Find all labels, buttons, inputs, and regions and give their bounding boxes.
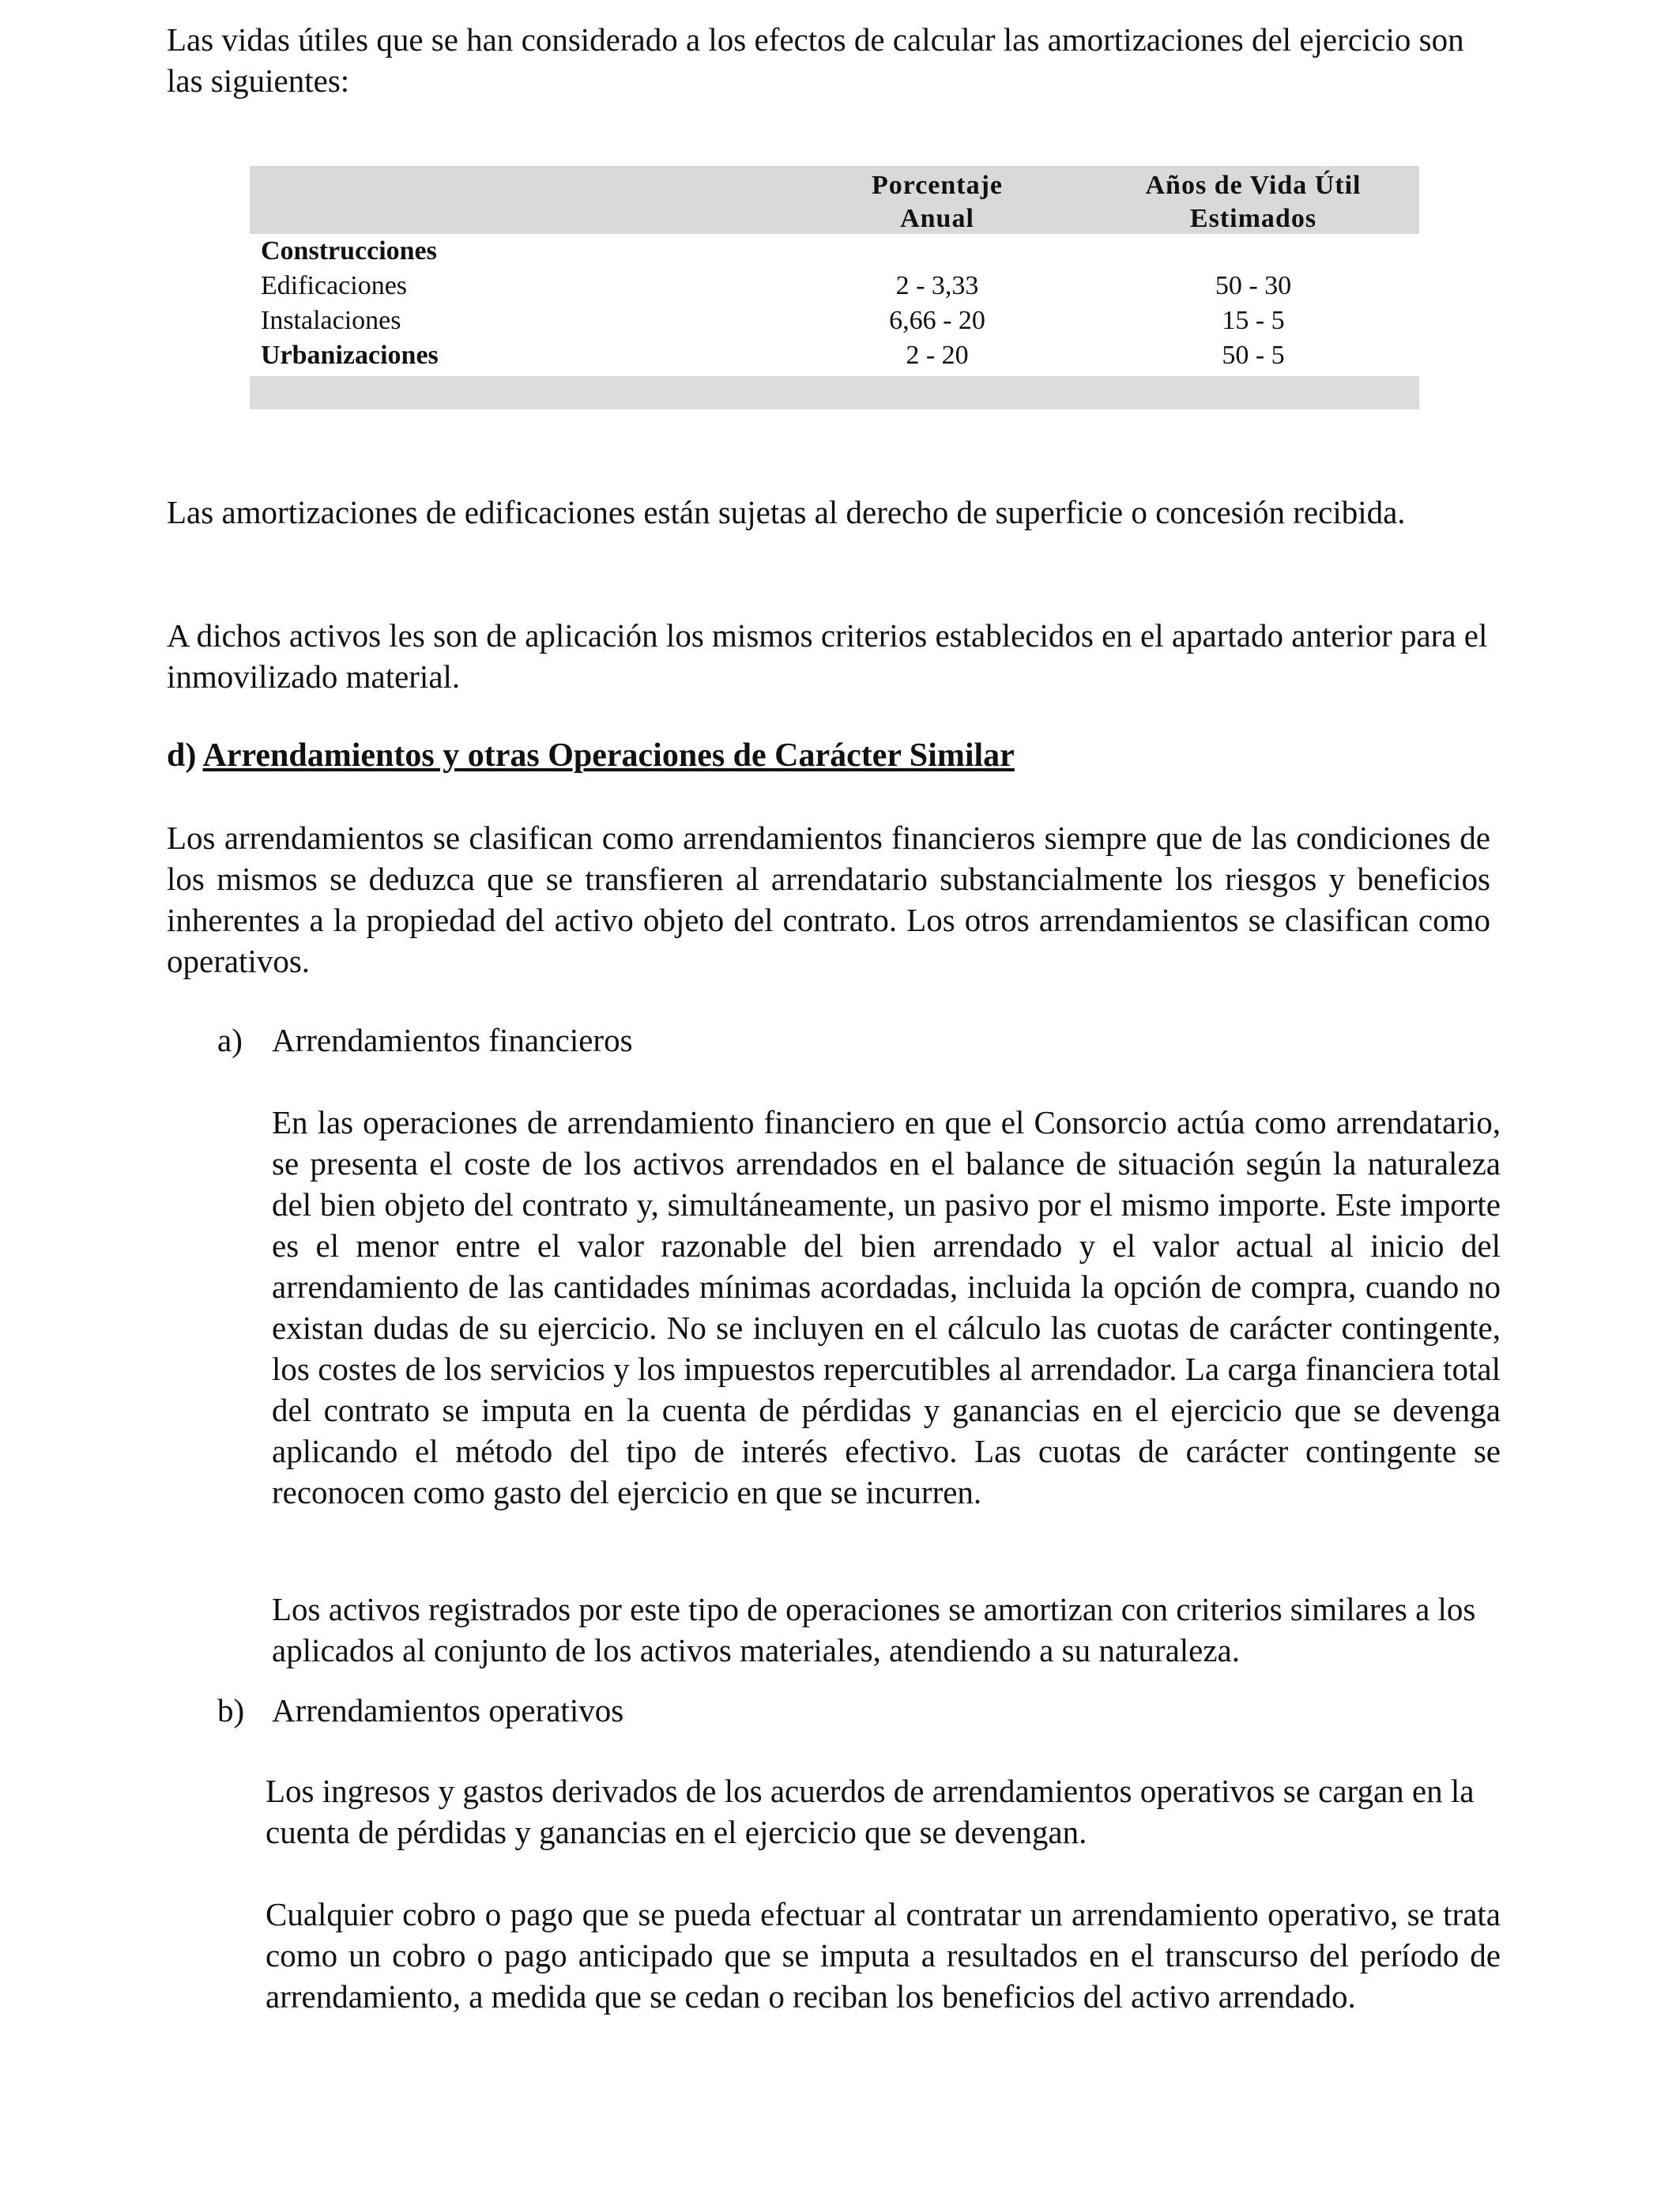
- table-row: [250, 234, 1419, 269]
- row-percentage: 2 - 20: [906, 341, 969, 370]
- paragraph-operativos-2: Cualquier cobro o pago que se pueda efectuar al contratar un arrendamiento operativo, se trata como un cobro o pago anticipado que se imputa a resultados en el transcurso del período de arrendamiento, a medida que se cedan o reciban los beneficios del activo arrendado.: [266, 1896, 1501, 2015]
- section-heading-prefix: d): [167, 737, 197, 774]
- row-years: 50 - 30: [1215, 271, 1292, 300]
- section-heading: [167, 735, 1015, 776]
- row-label: Edificaciones: [261, 271, 408, 300]
- table-row: [250, 269, 1419, 303]
- list-title-b: Arrendamientos operativos: [272, 1692, 624, 1728]
- header-years-line1: Años de Vida Útil: [1145, 171, 1362, 200]
- header-years: [1119, 169, 1388, 236]
- list-marker-a: a): [217, 1022, 243, 1058]
- row-label: Urbanizaciones: [261, 341, 439, 370]
- intro-paragraph: Las vidas útiles que se han considerado a los efectos de calcular las amortizaciones del ejercicio son las siguientes:: [167, 21, 1464, 99]
- useful-life-table: [250, 166, 1419, 409]
- header-percentage-line1: Porcentaje: [871, 171, 1004, 200]
- row-percentage: 2 - 3,33: [895, 271, 979, 300]
- header-percentage-line2: Anual: [900, 204, 974, 233]
- row-years: 15 - 5: [1222, 306, 1285, 335]
- paragraph-clasificacion: Los arrendamientos se clasifican como arrendamientos financieros siempre que de las condiciones de los mismos se deduzca que se transfieren al arrendatario substancialmente los riesgos y beneficios inherentes a la propiedad del activo objeto del contrato. Los otros arrendamientos se clasifican como operativos.: [167, 820, 1490, 979]
- paragraph-financieros-1: En las operaciones de arrendamiento financiero en que el Consorcio actúa como arrendatario, se presenta el coste de los activos arrendados en el balance de situación según la naturaleza del bien objeto del contrato y, simultáneamente, un pasivo por el mismo importe. Este importe es el menor entre el valor razonable del bien arrendado y el valor actual al inicio del arrendamiento de las cantidades mínimas acordadas, incluida la opción de compra, cuando no existan dudas de su ejercicio. No se incluyen en el cálculo las cuotas de carácter contingente, los costes de los servicios y los impuestos repercutibles al arrendador. La carga financiera total del contrato se imputa en la cuenta de pérdidas y ganancias en el ejercicio que se devenga aplicando el método del tipo de interés efectivo. Las cuotas de carácter contingente se reconocen como gasto del ejercicio en que se incurren.: [272, 1104, 1501, 1510]
- list-marker-b: b): [217, 1692, 245, 1728]
- row-percentage: 6,66 - 20: [889, 306, 985, 335]
- paragraph-operativos-1: Los ingresos y gastos derivados de los acuerdos de arrendamientos operativos se cargan en la cuenta de pérdidas y ganancias en el ejercicio que se devengan.: [266, 1773, 1475, 1850]
- row-label: Instalaciones: [261, 306, 401, 335]
- paragraph-criterios: A dichos activos les son de aplicación los mismos criterios establecidos en el apartado anterior para el inmovilizado material.: [167, 617, 1488, 695]
- paragraph-financieros-2: Los activos registrados por este tipo de operaciones se amortizan con criterios similares a los aplicados al conjunto de los activos materiales, atendiendo a su naturaleza.: [272, 1591, 1476, 1668]
- table-row: [250, 303, 1419, 338]
- section-heading-title: Arrendamientos y otras Operaciones de Carácter Similar: [202, 737, 1015, 774]
- row-label: Construcciones: [261, 236, 437, 266]
- header-years-line2: Estimados: [1189, 204, 1317, 233]
- table-footer-band: [250, 376, 1419, 409]
- list-title-a: Arrendamientos financieros: [272, 1022, 633, 1058]
- row-years: 50 - 5: [1222, 341, 1285, 370]
- header-percentage: [834, 169, 1040, 236]
- table-header: [250, 166, 1419, 234]
- table-row: [250, 338, 1419, 373]
- paragraph-amortizaciones: Las amortizaciones de edificaciones están sujetas al derecho de superficie o concesión recibida.: [167, 494, 1406, 530]
